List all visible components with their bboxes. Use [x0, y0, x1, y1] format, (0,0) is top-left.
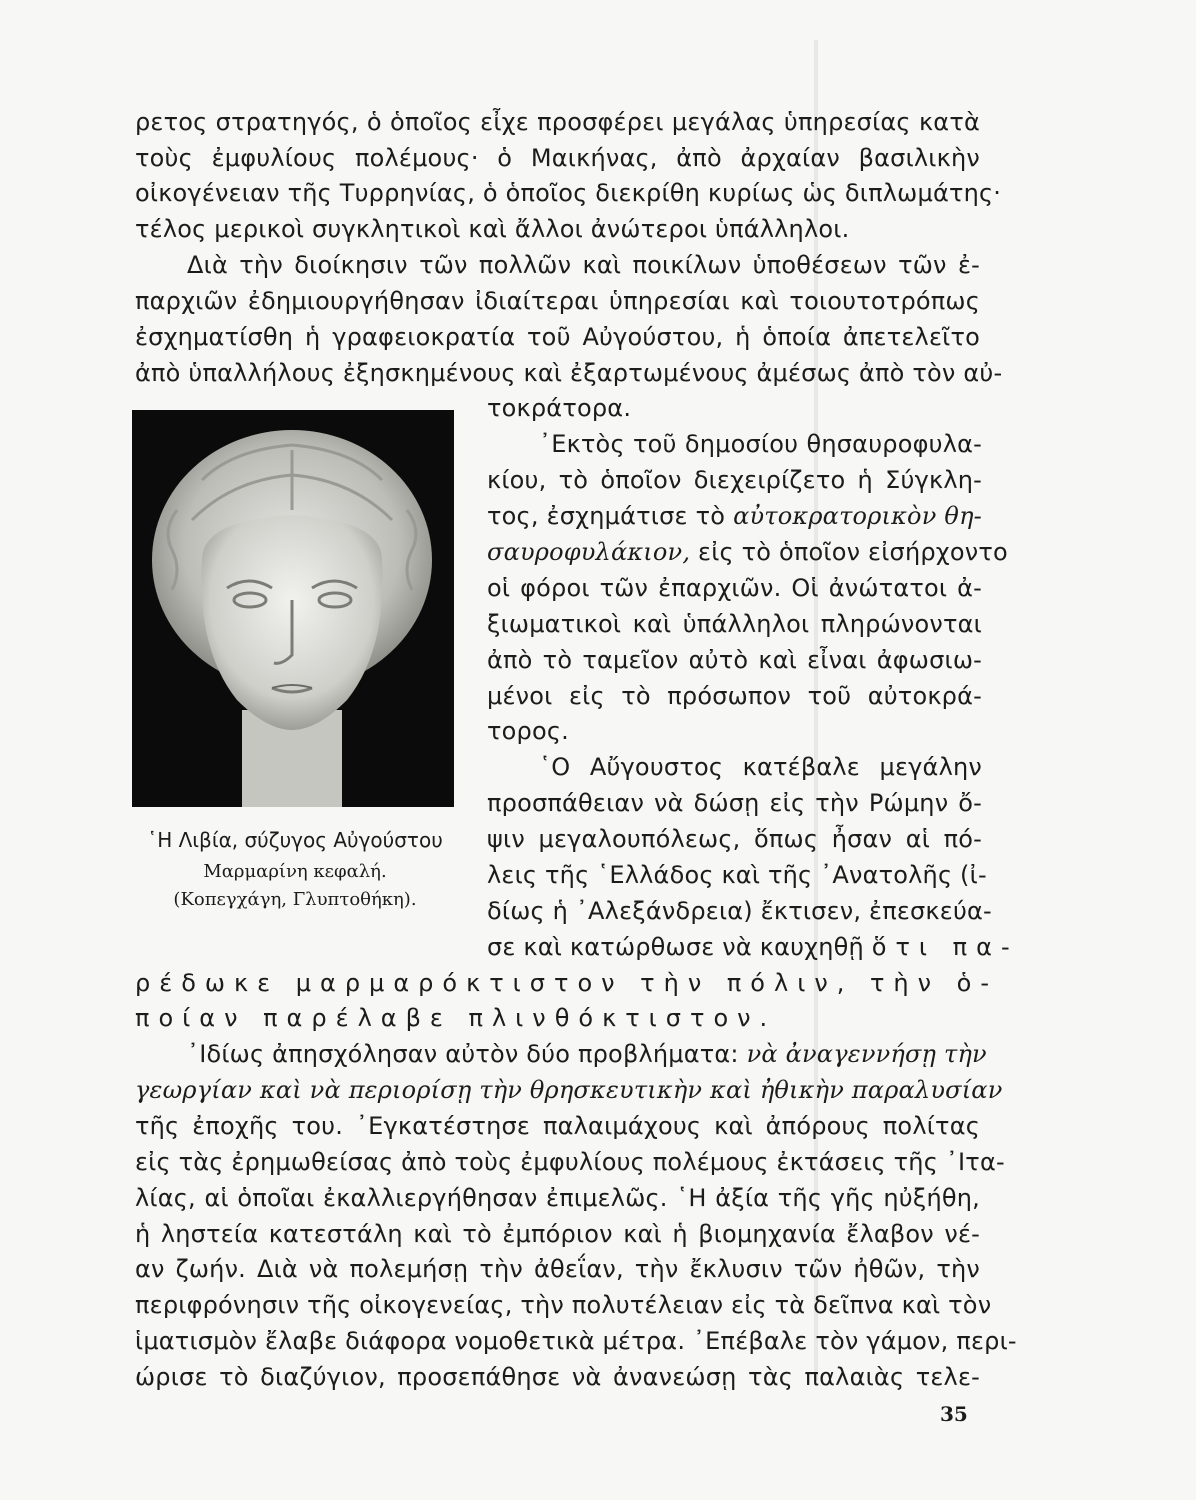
- text-line: λεις τῆς ῾Ελλάδος καὶ τῆς ᾿Ανατολῆς (ἰ-: [487, 861, 987, 889]
- spaced-text-line: ρέδωκε μαρμαρόκτιστον τὴν πόλιν, τὴν ὁ-: [135, 969, 999, 997]
- text-fragment: ᾿Ιδίως ἀπησχόλησαν αὐτὸν δύο προβλήματα:: [187, 1040, 739, 1068]
- text-line: ἡ ληστεία κατεστάλη καὶ τὸ ἐμπόριον καὶ ἡ βιομηχανία ἔλαβον νέ-: [135, 1220, 980, 1248]
- spaced-text: ὅτι πα-: [871, 933, 1019, 961]
- text-fragment: σε καὶ κατώρθωσε νὰ καυχηθῇ: [487, 933, 864, 961]
- text-line: κίου, τὸ ὁποῖον διεχειρίζετο ἡ Σύγκλη-: [487, 466, 982, 494]
- text-line: οἰκογένειαν τῆς Τυρρηνίας, ὁ ὁποῖος διεκρίθη κυρίως ὡς διπλωμάτης·: [135, 179, 1002, 207]
- text-line: Διὰ τὴν διοίκησιν τῶν πολλῶν καὶ ποικίλων ὑποθέσεων τῶν ἐ-: [187, 251, 980, 279]
- text-line: ἀπὸ τὸ ταμεῖον αὐτὸ καὶ εἶναι ἀφωσιω-: [487, 646, 982, 674]
- text-line: ώρισε τὸ διαζύγιον, προσεπάθησε νὰ ἀνανεώσῃ τὰς παλαιὰς τελε-: [135, 1363, 980, 1391]
- text-line: τοὺς ἐμφυλίους πολέμους· ὁ Μαικήνας, ἀπὸ ἀρχαίαν βασιλικὴν: [135, 144, 980, 172]
- text-line: [487, 929, 1019, 965]
- text-line: [135, 1036, 987, 1072]
- text-line: ψιν μεγαλουπόλεως, ὅπως ἦσαν αἱ πό-: [487, 825, 982, 853]
- text-line: ἀπὸ ὑπαλλήλους ἐξησκημένους καὶ ἐξαρτωμένους ἀμέσως ἀπὸ τὸν αὐ-: [135, 359, 1003, 387]
- photo-caption-title: ῾Η Λιβία, σύζυγος Αὐγούστου: [147, 828, 443, 852]
- text-line: τέλος μερικοὶ συγκλητικοὶ καὶ ἄλλοι ἀνώτεροι ὑπάλληλοι.: [135, 215, 850, 243]
- text-line: προσπάθειαν νὰ δώσῃ εἰς τὴν Ρώμην ὄ-: [487, 789, 982, 817]
- page-number: 35: [940, 1402, 968, 1426]
- text-line: ξιωματικοὶ καὶ ὑπάλληλοι πληρώνονται: [487, 610, 982, 638]
- text-line: περιφρόνησιν τῆς οἰκογενείας, τὴν πολυτέλειαν εἰς τὰ δεῖπνα καὶ τὸν: [135, 1291, 992, 1319]
- text-line: εἰς τὰς ἐρημωθείσας ἀπὸ τοὺς ἐμφυλίους πολέμους ἐκτάσεις τῆς ᾿Ιτα-: [135, 1148, 1005, 1176]
- text-line: τοκράτορα.: [487, 394, 632, 422]
- spaced-text-line: ποίαν παρέλαβε πλινθόκτιστον.: [135, 1004, 777, 1032]
- text-line: παρχιῶν ἐδημιουργήθησαν ἰδιαίτεραι ὑπηρεσίαι καὶ τοιουτοτρόπως: [135, 287, 980, 315]
- text-line: μένοι εἰς τὸ πρόσωπον τοῦ αὐτοκρά-: [487, 682, 982, 710]
- text-line: ἐσχηματίσθη ἡ γραφειοκρατία τοῦ Αὐγούστου, ἡ ὁποία ἀπετελεῖτο: [135, 323, 980, 351]
- marble-head-portrait-icon: [132, 410, 454, 807]
- livia-marble-head-photo: [132, 410, 454, 807]
- text-fragment: τος, ἐσχημάτισε τὸ: [487, 502, 726, 530]
- italic-text-line: γεωργίαν καὶ νὰ περιορίσῃ τὴν θρησκευτικὴν καὶ ἠθικὴν παραλυσίαν: [135, 1076, 1003, 1104]
- text-line: ῾Ο Αὔγουστος κατέβαλε μεγάλην: [539, 753, 982, 781]
- italic-term: αὐτοκρατορικὸν θη-: [733, 502, 982, 530]
- italic-term: νὰ ἀναγεννήσῃ τὴν: [746, 1040, 987, 1068]
- photo-caption-material: Μαρμαρίνη κεφαλή.: [203, 861, 387, 882]
- text-line: αν ζωήν. Διὰ νὰ πολεμήσῃ τὴν ἀθεΐαν, τὴν ἔκλυσιν τῶν ἠθῶν, τὴν: [135, 1255, 980, 1283]
- photo-caption-location: (Κοπεγχάγη, Γλυπτοθήκη).: [173, 889, 417, 910]
- text-line: ρετος στρατηγός, ὁ ὁποῖος εἶχε προσφέρει μεγάλας ὑπηρεσίας κατὰ: [135, 108, 980, 136]
- text-fragment: εἰς τὸ ὁποῖον εἰσήρχοντο: [698, 538, 1008, 566]
- text-line: ᾿Εκτὸς τοῦ δημοσίου θησαυροφυλα-: [539, 430, 982, 458]
- text-line: δίως ἡ ᾿Αλεξάνδρεια) ἔκτισεν, ἐπεσκεύα-: [487, 897, 992, 925]
- text-line: [487, 498, 982, 534]
- text-line: ἱματισμὸν ἔλαβε διάφορα νομοθετικὰ μέτρα. ᾿Επέβαλε τὸν γάμον, περι-: [135, 1327, 1017, 1355]
- text-line: [487, 534, 1008, 570]
- text-line: τορος.: [487, 717, 569, 745]
- italic-term: σαυροφυλάκιον,: [487, 538, 691, 566]
- text-line: λίας, αἱ ὁποῖαι ἐκαλλιεργήθησαν ἐπιμελῶς. ῾Η ἀξία τῆς γῆς ηὐξήθη,: [135, 1184, 980, 1212]
- text-line: τῆς ἐποχῆς του. ᾿Εγκατέστησε παλαιμάχους καὶ ἀπόρους πολίτας: [135, 1112, 980, 1140]
- text-line: οἱ φόροι τῶν ἐπαρχιῶν. Οἱ ἀνώτατοι ἀ-: [487, 574, 982, 602]
